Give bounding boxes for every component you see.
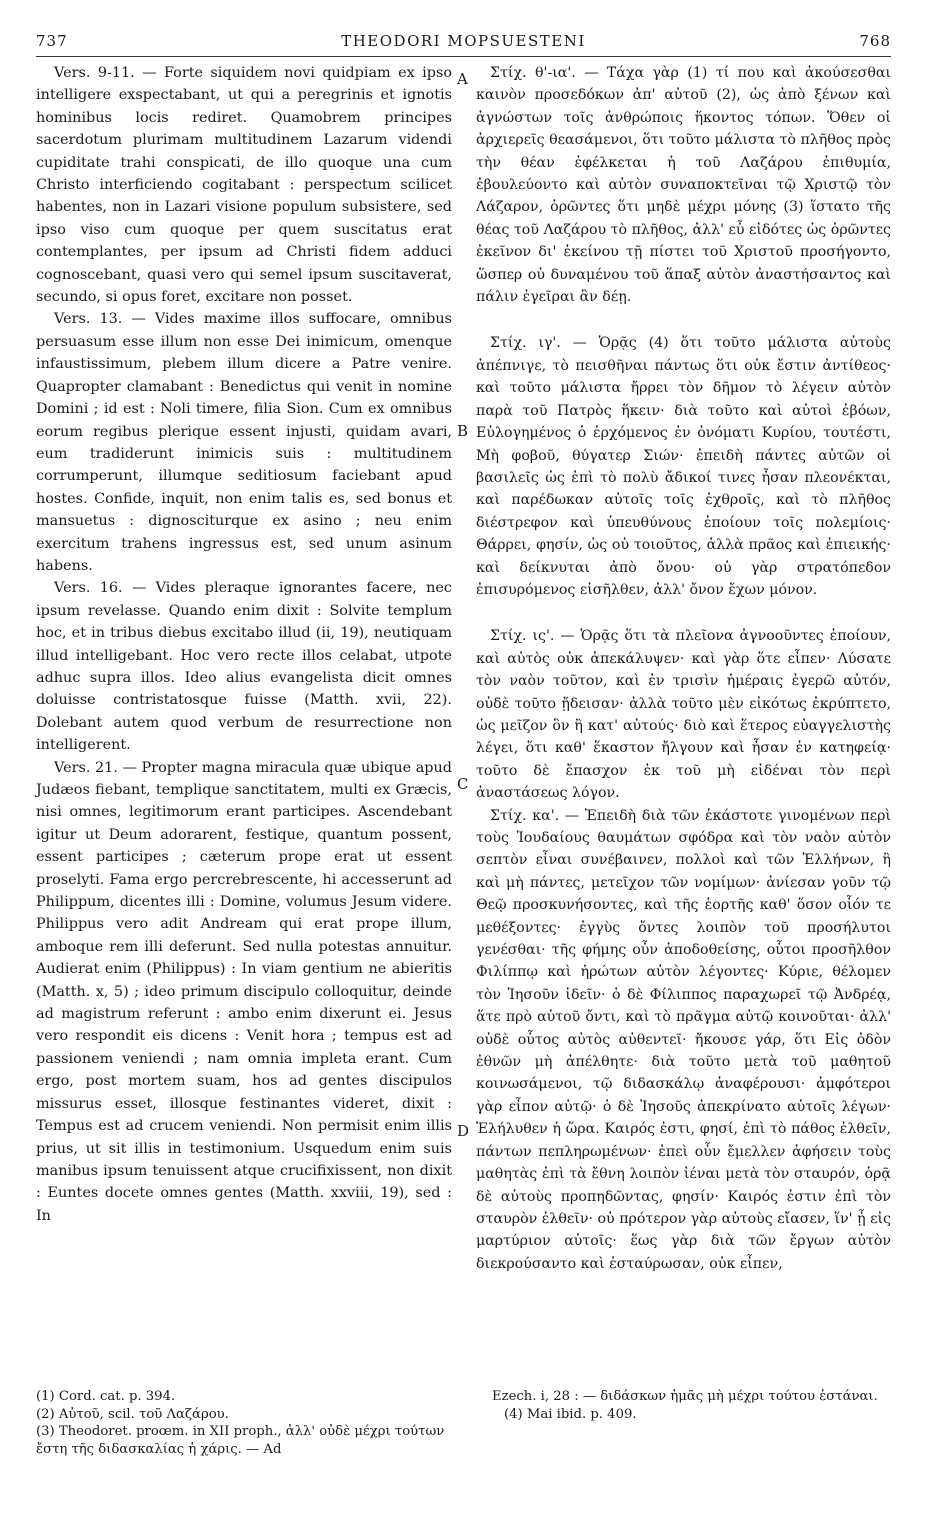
margin-marker-c: C [457, 775, 469, 793]
margin-marker-b: B [457, 422, 469, 440]
footnote: (3) Theodoret. proœm. in XII proph., ἀλλ' οὐδὲ μέχρι τούτων ἔστη τῆς διδασκαλίας ἡ χάρις. — Ad [36, 1424, 445, 1457]
footnote: (2) Αὐτοῦ, scil. τοῦ Λαζάρου. [36, 1406, 229, 1422]
footnote: (1) Cord. cat. p. 394. [36, 1389, 176, 1404]
footnotes-left [36, 1388, 456, 1458]
page-number-left: 737 [36, 32, 68, 50]
latin-paragraph: Vers. 9-11. — Forte siquidem novi quidpiam ex ipso intelligere exspectabant, ut qui a peregrinis et ignotis hominibus locis rediret. Quamobrem principes sacerdotum plurimam multitudinem Lazarum videndi cupiditate trahi conspicati, de illo quoque una cum Christo interficiendo cogitabant : perspectum scilicet habentes, non in Lazari visione populum subsistere, sed ipso viso cum quoque per quem suscitatus erat contemplantes, per ipsum ad Christi fidem adduci cognoscebant, quasi vero qui semel ipsum suscitaverat, secundo, si opus foret, excitare non posset. [36, 65, 452, 306]
greek-paragraph: Στίχ. θ'-ια'. — Τάχα γὰρ (1) τί που καὶ ἀκούσεσθαι καινὸν προσεδόκων ἀπ' αὐτοῦ (2), ὡς ἀπὸ ξένων καὶ ἀγνώστων τοῖς ἀνθρώποις ἥκοντος τόπων. Ὅθεν οἱ ἀρχιερεῖς θεασάμενοι, ὅτι τοῦτο μάλιστα τὸ πλῆθος πρὸς τὴν θέαν ἐφέλκεται ἡ τοῦ Λαζάρου ἐπιθυμία, ἐβουλεύοντο καὶ αὐτὸν συναποκτεῖναι τῷ Χριστῷ τὸν Λάζαρον, ὁρῶντες ὅτι μηδὲ μέχρι μόνης (3) ἵστατο τῆς θέας τοῦ Λαζάρου τὸ πλῆθος, ἀλλ' εὖ εἰδότες ὡς ὁρῶντες ἐκεῖνον δι' ἐκείνου τῇ πίστει τοῦ Χριστοῦ προσήγοντο, ὥσπερ οὐ δυναμένου τοῦ ἅπαξ αὐτὸν ἀναστήσαντος καὶ πάλιν ἐγεῖραι ἂν δέῃ. [476, 65, 891, 306]
page-number-right: 768 [859, 32, 891, 50]
margin-marker-a: A [457, 70, 468, 88]
latin-paragraph: Vers. 21. — Propter magna miracula quæ ubique apud Judæos fiebant, templique sanctitatem, multi ex Græcis, nisi omnes, legitimorum erant participes. Ascendebant igitur ut Deum adorarent, festique, quantum possent, essent participes ; cæterum prope erat ut essent proselyti. Fama ergo percrebrescente, hi accesserunt ad Philippum, dicentes illi : Domine, volumus Jesum videre. Philippus vero adit Andream qui erat prope illum, amboque rem illi deferunt. Sed nulla potestas annuitur. Audierat enim (Philippus) : In viam gentium ne abieritis (Matth. x, 5) ; ideo primum discipulo colloquitur, deinde ad magistrum referunt : ambo enim dixerunt ei. Jesus vero respondit eis dicens : Venit hora ; tempus est ad passionem veniendi ; nam omnia impleta erant. Cum ergo, post mortem suam, hos ad gentes discipulos missurus esset, illosque festinantes videret, dixit : Tempus est ad crucem veniendi. Non permisit enim illis prius, ut sit illis in testimonium. Usquedum enim suis manibus ipsum tenuissent atque crucifixissent, non dixit : Euntes docete omnes gentes (Matth. xxviii, 19), sed : In [36, 759, 452, 1224]
header-rule [36, 56, 891, 57]
greek-paragraph: Στίχ. ιγ'. — Ὁρᾷς (4) ὅτι τοῦτο μάλιστα αὐτοὺς ἀπέπνιγε, τὸ πεισθῆναι πάντως ὅτι οὐκ ἔστιν ἀντίθεος· καὶ τοῦτο μάλιστα ἤρρει τὸν δῆμον τὸ λέγειν αὐτὸν παρὰ τοῦ Πατρὸς ἥκειν· διὰ τοῦτο καὶ αὐτοὶ ἐβόων, Εὐλογημένος ὁ ἐρχόμενος ἐν ὀνόματι Κυρίου, τουτέστι, Μὴ φοβοῦ, θύγατερ Σιών· ἐπειδὴ πάντες αὐτῶν οἱ βασιλεῖς ὡς ἐπὶ τὸ πολὺ ἄδικοί τινες ἦσαν πλεονέκται, καὶ παρέδωκαν αὐτοῖς τοῖς ἐχθροῖς, καὶ τὸ πλῆθος διέστρεφον καὶ ὑπευθύνους ἐποίουν τοῖς πολεμίοις· Θάρρει, φησίν, ὡς οὐ τοιοῦτος, ἀλλὰ πρᾶος καὶ ἐπιεικής· καὶ δείκνυται ἀπὸ ὄνου· οὐ γὰρ στρατόπεδον ἐπισυρόμενος εἰσῆλθεν, ἀλλ' ὄνον ἔχων μόνον. [476, 335, 891, 598]
latin-column [36, 62, 452, 1227]
margin-marker-d: D [457, 1122, 470, 1140]
footnote: (4) Mai ibid. p. 409. [504, 1406, 637, 1422]
greek-paragraph: Στίχ. ις'. — Ὁρᾷς ὅτι τὰ πλεῖονα ἀγνοοῦντες ἐποίουν, καὶ αὐτὸς οὐκ ἀπεκάλυψεν· καὶ γὰρ ὅτε εἶπεν· Λύσατε τὸν ναὸν τοῦτον, καὶ ἐν τρισὶν ἡμέραις ἐγερῶ αὐτόν, οὐδὲ τοῦτο ᾔδεισαν· ἀλλὰ τοῦτο μὲν εἰκότως ἐκρύπτετο, ὡς μεῖζον ὂν ἢ κατ' αὐτούς· διὸ καὶ ἕτερος εὐαγγελιστὴς λέγει, ὅτι καθ' ἕκαστον ἤλγουν καὶ ἦσαν ἐν κατηφείᾳ· τοῦτο δὲ ἔπασχον ἐκ τοῦ μὴ εἰδέναι τὸν περὶ ἀναστάσεως λόγον. [476, 628, 891, 802]
greek-column [476, 62, 891, 1275]
footnotes-right [492, 1388, 891, 1423]
latin-paragraph: Vers. 16. — Vides pleraque ignorantes facere, nec ipsum revelasse. Quando enim dixit : Solvite templum hoc, et in tribus diebus excitabo illud (ii, 19), neutiquam illud intelligebant. Hoc vero recte illos celabat, utpote adhuc supra illos. Ideo alius evangelista dicit omnes doluisse contristatosque fuisse (Matth. xvii, 22). Dolebant autem quod verbum de resurrectione non intelligerent. [36, 580, 452, 754]
footnote: Ezech. i, 28 : — διδάσκων ἡμᾶς μὴ μέχρι τούτου ἑστάναι. [492, 1389, 878, 1404]
greek-paragraph: Στίχ. κα'. — Ἐπειδὴ διὰ τῶν ἑκάστοτε γινομένων περὶ τοὺς Ἰουδαίους θαυμάτων σφόδρα καὶ τὸν ναὸν αὐτὸν σεπτὸν εἶναι συνέβαινεν, πολλοὶ καὶ τῶν Ἑλλήνων, ἢ καὶ μὴ πάντες, μετεῖχον τῶν νομίμων· ἀνίεσαν γοῦν τῷ Θεῷ προσκυνήσοντες, καὶ τῆς ἑορτῆς καθ' ὅσον οἷόν τε μεθέξοντες· ἐγγὺς ὄντες λοιπὸν τοῦ προσήλυτοι γενέσθαι· τῆς φήμης οὖν ἀποδοθείσης, οὗτοι προσῆλθον Φιλίππῳ καὶ ἠρώτων αὐτὸν λέγοντες· Κύριε, θέλομεν τὸν Ἰησοῦν ἰδεῖν· ὁ δὲ Φίλιππος παραχωρεῖ τῷ Ἀνδρέᾳ, ἅτε πρὸ αὐτοῦ ὄντι, καὶ τὸ πρᾶγμα αὐτῷ κοινοῦται· ἀλλ' οὐδὲ οὗτος αὐτὸς αὐθεντεῖ· ἤκουσε γάρ, ὅτι Εἰς ὁδὸν ἐθνῶν μὴ ἀπέλθητε· διὰ τοῦτο μετὰ τοῦ μαθητοῦ κοινωσάμενοι, τῷ διδασκάλῳ ἀναφέρουσι· ἀμφότεροι γὰρ εἶπον αὐτῷ· ὁ δὲ Ἰησοῦς ἀπεκρίνατο αὐτοῖς λέγων· Ἐλήλυθεν ἡ ὥρα. Καιρός ἐστι, φησί, ἐπὶ τὸ πάθος ἐλθεῖν, πάντων πεπληρωμένων· ἐπεὶ οὖν ἔμελλεν ἀφήσειν τοὺς μαθητὰς ἐπὶ τὰ ἔθνη λοιπὸν ἰέναι μετὰ τὸν σταυρόν, ὁρᾷ δὲ αὐτοὺς προπηδῶντας, φησίν· Καιρός ἐστιν ἐπὶ τὸν σταυρὸν ἐλθεῖν· οὐ πρότερον γὰρ αὐτοὺς εἴασεν, ἵν' ᾖ εἰς μαρτύριον αὐτοῖς· ἕως γὰρ διὰ τῶν ἔργων αὐτὸν διεκρούσαντο καὶ ἐσταύρωσαν, οὐκ εἶπεν, [476, 807, 891, 1272]
running-title: THEODORI MOPSUESTENI [341, 32, 586, 50]
latin-paragraph: Vers. 13. — Vides maxime illos suffocare, omnibus persuasum esse illum non esse Dei inimicum, omenque infaustissimum, plebem illum dicere a Patre venire. Quapropter clamabant : Benedictus qui venit in nomine Domini ; id est : Noli timere, filia Sion. Cum ex omnibus eorum regibus plerique essent injusti, quidam avari, eum tradiderunt inimicis suis : multitudinem corrumperunt, illumque seditiosum faciebant apud hostes. Confide, inquit, non enim talis es, sed bonus et mansuetus : dignosciturque ex asino ; neu enim exercitum trahens ingressus est, sed unum asinum habens. [36, 311, 452, 574]
page-header [36, 28, 891, 54]
